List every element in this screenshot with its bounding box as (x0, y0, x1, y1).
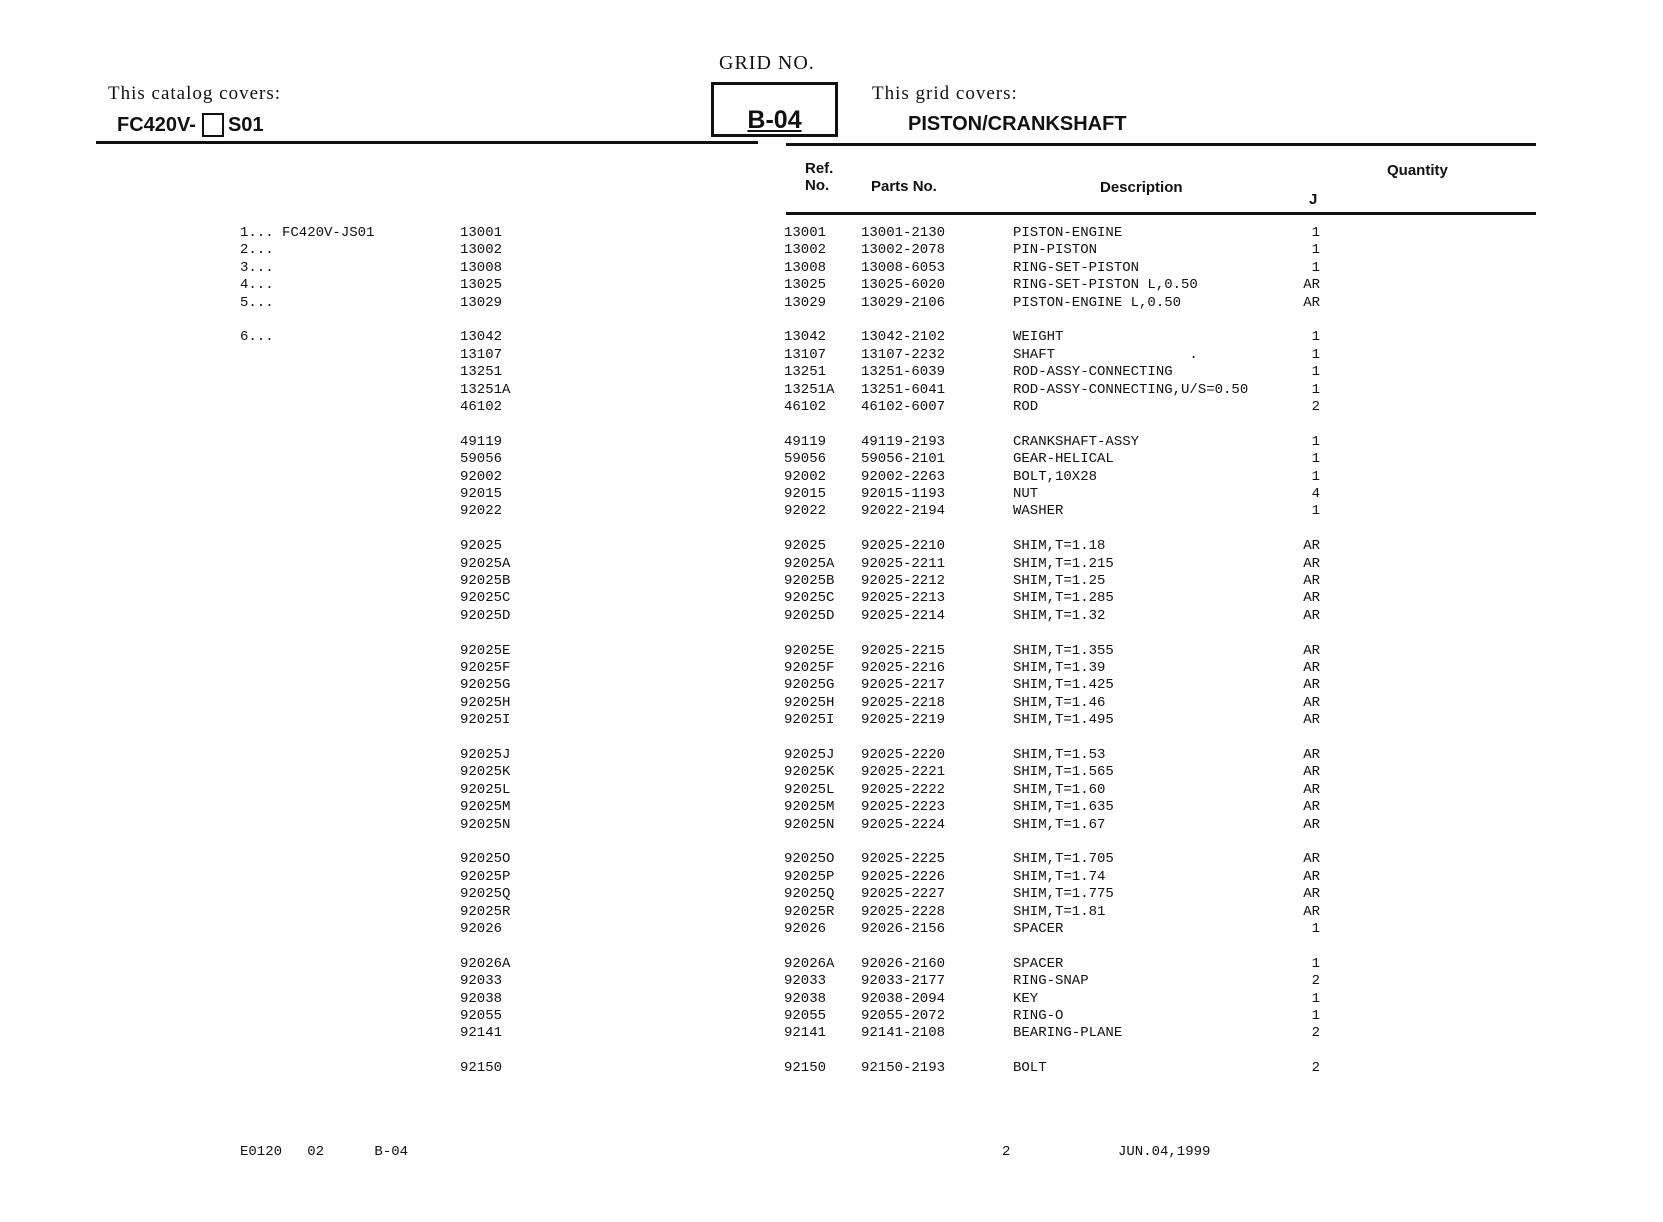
description-cell: SHIM,T=1.495 (1013, 712, 1114, 729)
parts-no-cell: 13251-6041 (861, 381, 946, 398)
quantity-cell: 1 (1311, 259, 1320, 276)
ref-no-cell: 92025B (784, 573, 835, 589)
ref-no-cell: 13042 (784, 329, 827, 346)
footer-date: JUN.04,1999 (1118, 1144, 1211, 1160)
fc-ref-cell: 92025E (460, 642, 511, 659)
quantity-cell: 2 (1311, 1025, 1320, 1042)
quantity-cell: 1 (1311, 381, 1320, 398)
ref-no-cell: 92025Q (784, 886, 835, 903)
parts-no-cell: 92025-2222 (861, 781, 946, 798)
fc-ref-cell: 92026A (460, 955, 511, 972)
parts-no-cell: 92025-2219 (861, 712, 946, 729)
parts-no-cell: 13042-2102 (861, 329, 946, 346)
fc-ref-cell: 92025J (460, 747, 511, 763)
description-cell: SHIM,T=1.355 (1013, 642, 1114, 659)
ref-no-cell: 92025A (784, 555, 835, 572)
footer-catalog-code: E0120 02 B-04 (240, 1144, 409, 1160)
quantity-cell: AR (1303, 816, 1320, 833)
description-cell: SHIM,T=1.285 (1013, 590, 1114, 607)
quantity-cell: AR (1303, 277, 1320, 294)
fc-list-item: 3... (240, 259, 274, 276)
description-cell: SHIM,T=1.67 (1013, 816, 1106, 833)
ref-no-cell: 92033 (784, 973, 827, 990)
ref-no-cell: 46102 (784, 399, 827, 415)
parts-no-cell: 92025-2214 (861, 607, 946, 624)
description-cell: ROD (1013, 399, 1039, 415)
catalog-model-prefix: FC420V- (117, 113, 196, 136)
ref-no-cell: 92025N (784, 816, 835, 833)
parts-no-cell: 92022-2194 (861, 503, 946, 520)
quantity-cell: 1 (1311, 225, 1320, 241)
column-header-ref-no: Ref. No. (805, 160, 834, 194)
description-cell: SHIM,T=1.74 (1013, 868, 1106, 885)
ref-no-cell: 92025D (784, 607, 835, 624)
parts-no-cell: 92141-2108 (861, 1025, 946, 1042)
ref-no-cell: 13029 (784, 294, 827, 311)
parts-no-cell: 92025-2224 (861, 816, 946, 833)
quantity-cell: AR (1303, 781, 1320, 798)
parts-no-cell: 92025-2220 (861, 747, 946, 763)
quantity-cell: 1 (1311, 364, 1320, 381)
fc-ref-cell: 13029 (460, 294, 503, 311)
description-cell: RING-O (1013, 1008, 1064, 1024)
fc-ref-cell: 92033 (460, 973, 503, 990)
quantity-cell: 1 (1311, 329, 1320, 346)
description-cell: SHIM,T=1.25 (1013, 573, 1106, 589)
grid-number: B-04 (747, 106, 802, 134)
fc-ref-cell: 92025H (460, 694, 511, 711)
description-cell: SHIM,T=1.39 (1013, 660, 1106, 676)
description-cell: RING-SET-PISTON (1013, 259, 1140, 276)
quantity-cell: 1 (1311, 433, 1320, 450)
description-cell: SHIM,T=1.215 (1013, 555, 1114, 572)
ref-no-cell: 92038 (784, 990, 827, 1007)
ref-no-cell: 13002 (784, 242, 827, 259)
quantity-cell: AR (1303, 747, 1320, 763)
ref-no-cell: 92025M (784, 799, 835, 816)
description-cell: BOLT (1013, 1060, 1047, 1077)
quantity-cell: AR (1303, 642, 1320, 659)
fc-ref-cell: 92025N (460, 816, 511, 833)
quantity-cell: AR (1303, 799, 1320, 816)
fc-ref-cell: 13001 (460, 225, 503, 241)
fc-ref-cell: 92055 (460, 1008, 503, 1024)
ref-no-cell: 92025K (784, 764, 835, 781)
fc-ref-cell: 92026 (460, 921, 503, 937)
ref-no-cell: 92025I (784, 712, 835, 729)
ref-no-cell: 92025H (784, 694, 835, 711)
footer-page-number: 2 (1002, 1144, 1011, 1160)
ref-no-cell: 92025L (784, 781, 835, 798)
quantity-cell: AR (1303, 886, 1320, 903)
ref-no-cell: 92025J (784, 747, 835, 763)
fc-ref-cell: 46102 (460, 399, 503, 415)
quantity-cell: AR (1303, 868, 1320, 885)
ref-no-cell: 49119 (784, 433, 827, 450)
ref-no-cell: 92025R (784, 903, 835, 920)
catalog-model-suffix: S01 (227, 113, 264, 136)
fc-list-item: 5... (240, 294, 274, 311)
description-cell: SHIM,T=1.53 (1013, 747, 1106, 763)
fc-ref-cell: 92025C (460, 590, 511, 607)
quantity-cell: 2 (1311, 1060, 1320, 1077)
parts-no-cell: 46102-6007 (861, 399, 946, 415)
ref-no-cell: 59056 (784, 451, 827, 468)
fc-ref-cell: 92025K (460, 764, 511, 781)
parts-no-cell: 92025-2226 (861, 868, 946, 885)
quantity-cell: AR (1303, 677, 1320, 694)
fc-ref-cell: 92025F (460, 660, 511, 676)
fc-ref-cell: 13008 (460, 259, 503, 276)
fc-ref-cell: 92015 (460, 486, 503, 502)
fc-list-item: 6... (240, 329, 274, 346)
quantity-cell: AR (1303, 294, 1320, 311)
ref-no-cell: 92025E (784, 642, 835, 659)
parts-no-cell: 92015-1193 (861, 486, 946, 502)
fc-list-item: 4... (240, 277, 274, 294)
column-header-parts-no: Parts No. (871, 178, 937, 195)
description-cell: SHIM,T=1.18 (1013, 538, 1106, 555)
parts-no-cell: 13107-2232 (861, 346, 946, 363)
model-variant-box (202, 113, 224, 137)
fc-ref-cell: 13251A (460, 381, 511, 398)
fc-ref-cell: 92025D (460, 607, 511, 624)
description-cell: SHIM,T=1.635 (1013, 799, 1114, 816)
ref-no-cell: 92055 (784, 1008, 827, 1024)
parts-no-cell: 92150-2193 (861, 1060, 946, 1077)
fc-ref-cell: 92022 (460, 503, 503, 520)
column-header-quantity: Quantity (1387, 162, 1448, 179)
parts-no-cell: 92025-2216 (861, 660, 946, 676)
ref-no-cell: 92150 (784, 1060, 827, 1077)
parts-no-cell: 49119-2193 (861, 433, 946, 450)
quantity-cell: AR (1303, 660, 1320, 676)
fc-ref-cell: 92025M (460, 799, 511, 816)
ref-no-cell: 13008 (784, 259, 827, 276)
parts-no-cell: 59056-2101 (861, 451, 946, 468)
quantity-cell: 2 (1311, 973, 1320, 990)
description-cell: ROD-ASSY-CONNECTING (1013, 364, 1173, 381)
fc-ref-cell: 92025O (460, 851, 511, 868)
parts-no-cell: 92025-2221 (861, 764, 946, 781)
parts-no-cell: 92055-2072 (861, 1008, 946, 1024)
fc-ref-cell: 92038 (460, 990, 503, 1007)
fc-ref-cell: 92025 (460, 538, 503, 555)
fc-ref-cell: 13107 (460, 346, 503, 363)
column-header-description: Description (1100, 179, 1183, 196)
grid-number-box (711, 82, 838, 137)
quantity-cell: AR (1303, 694, 1320, 711)
parts-no-cell: 13025-6020 (861, 277, 946, 294)
ref-no-cell: 92022 (784, 503, 827, 520)
description-cell: BEARING-PLANE (1013, 1025, 1123, 1042)
quantity-cell: 1 (1311, 1008, 1320, 1024)
description-cell: KEY (1013, 990, 1039, 1007)
parts-no-cell: 92025-2227 (861, 886, 946, 903)
description-cell: SPACER (1013, 921, 1064, 937)
fc-list-item: 2... (240, 242, 274, 259)
description-cell: SHIM,T=1.425 (1013, 677, 1114, 694)
quantity-cell: 1 (1311, 503, 1320, 520)
ref-no-cell: 92025F (784, 660, 835, 676)
ref-no-cell: 92141 (784, 1025, 827, 1042)
description-cell: PISTON-ENGINE (1013, 225, 1123, 241)
ref-no-cell: 92025P (784, 868, 835, 885)
fc-ref-cell: 92025P (460, 868, 511, 885)
column-header-rule (786, 212, 1536, 215)
quantity-cell: AR (1303, 607, 1320, 624)
quantity-cell: 2 (1311, 399, 1320, 415)
description-cell: WASHER (1013, 503, 1064, 520)
ref-no-cell: 13107 (784, 346, 827, 363)
ref-no-cell: 92025C (784, 590, 835, 607)
parts-no-cell: 92025-2225 (861, 851, 946, 868)
parts-no-cell: 92026-2160 (861, 955, 946, 972)
parts-no-cell: 92025-2211 (861, 555, 946, 572)
description-cell: SHAFT . (1013, 346, 1198, 363)
fc-ref-cell: 92025L (460, 781, 511, 798)
description-cell: SHIM,T=1.775 (1013, 886, 1114, 903)
fc-ref-cell: 92025Q (460, 886, 511, 903)
parts-no-cell: 92038-2094 (861, 990, 946, 1007)
description-cell: GEAR-HELICAL (1013, 451, 1114, 468)
quantity-cell: AR (1303, 712, 1320, 729)
quantity-cell: AR (1303, 573, 1320, 589)
parts-no-cell: 92025-2223 (861, 799, 946, 816)
parts-no-cell: 92026-2156 (861, 921, 946, 937)
header-rule-left (96, 141, 758, 144)
description-cell: PISTON-ENGINE L,0.50 (1013, 294, 1182, 311)
fc-ref-cell: 92025B (460, 573, 511, 589)
quantity-cell: 4 (1311, 486, 1320, 502)
fc-ref-cell: 13251 (460, 364, 503, 381)
ref-no-cell: 92002 (784, 468, 827, 485)
description-cell: SHIM,T=1.705 (1013, 851, 1114, 868)
grid-covers-title: PISTON/CRANKSHAFT (908, 113, 1127, 135)
description-cell: RING-SET-PISTON L,0.50 (1013, 277, 1198, 294)
ref-no-cell: 92025G (784, 677, 835, 694)
parts-no-cell: 92025-2217 (861, 677, 946, 694)
ref-no-cell: 92015 (784, 486, 827, 502)
description-cell: PIN-PISTON (1013, 242, 1098, 259)
quantity-cell: AR (1303, 538, 1320, 555)
quantity-cell: AR (1303, 555, 1320, 572)
quantity-cell: 1 (1311, 451, 1320, 468)
parts-no-cell: 92025-2218 (861, 694, 946, 711)
ref-no-cell: 92026 (784, 921, 827, 937)
description-cell: NUT (1013, 486, 1039, 502)
fc-ref-cell: 92025G (460, 677, 511, 694)
quantity-cell: AR (1303, 590, 1320, 607)
catalog-caption: This catalog covers: (108, 83, 282, 104)
fc-ref-cell: 13025 (460, 277, 503, 294)
fc-ref-cell: 92141 (460, 1025, 503, 1042)
parts-no-cell: 13029-2106 (861, 294, 946, 311)
fc-ref-cell: 92025A (460, 555, 511, 572)
description-cell: SPACER (1013, 955, 1064, 972)
catalog-model (117, 113, 264, 137)
description-cell: CRANKSHAFT-ASSY (1013, 433, 1140, 450)
quantity-cell: AR (1303, 903, 1320, 920)
parts-no-cell: 92025-2212 (861, 573, 946, 589)
quantity-cell: AR (1303, 764, 1320, 781)
parts-no-cell: 92025-2215 (861, 642, 946, 659)
ref-no-cell: 13251A (784, 381, 835, 398)
fc-ref-cell: 92002 (460, 468, 503, 485)
fc-ref-cell: 49119 (460, 433, 503, 450)
description-cell: SHIM,T=1.60 (1013, 781, 1106, 798)
ref-no-cell: 13025 (784, 277, 827, 294)
quantity-cell: 1 (1311, 346, 1320, 363)
description-cell: SHIM,T=1.81 (1013, 903, 1106, 920)
fc-ref-cell: 59056 (460, 451, 503, 468)
parts-no-cell: 13001-2130 (861, 225, 946, 241)
ref-no-cell: 92025 (784, 538, 827, 555)
description-cell: RING-SNAP (1013, 973, 1089, 990)
quantity-cell: 1 (1311, 990, 1320, 1007)
fc-ref-cell: 13002 (460, 242, 503, 259)
fc-ref-cell: 13042 (460, 329, 503, 346)
column-header-quantity-j: J (1309, 191, 1318, 208)
grid-caption: GRID NO. (719, 52, 815, 74)
parts-no-cell: 92002-2263 (861, 468, 946, 485)
fc-list-item: 1... FC420V-JS01 (240, 225, 375, 241)
fc-ref-cell: 92150 (460, 1060, 503, 1077)
quantity-cell: AR (1303, 851, 1320, 868)
quantity-cell: 1 (1311, 242, 1320, 259)
description-cell: SHIM,T=1.46 (1013, 694, 1106, 711)
fc-ref-cell: 92025I (460, 712, 511, 729)
parts-no-cell: 92033-2177 (861, 973, 946, 990)
description-cell: SHIM,T=1.32 (1013, 607, 1106, 624)
description-cell: ROD-ASSY-CONNECTING,U/S=0.50 (1013, 381, 1249, 398)
grid-covers-caption: This grid covers: (872, 83, 1018, 104)
ref-no-cell: 13001 (784, 225, 827, 241)
ref-no-cell: 92025O (784, 851, 835, 868)
quantity-cell: 1 (1311, 921, 1320, 937)
parts-no-cell: 13002-2078 (861, 242, 946, 259)
ref-no-cell: 92026A (784, 955, 835, 972)
header-rule-right (786, 143, 1536, 146)
parts-no-cell: 13251-6039 (861, 364, 946, 381)
parts-no-cell: 92025-2213 (861, 590, 946, 607)
description-cell: BOLT,10X28 (1013, 468, 1098, 485)
parts-no-cell: 92025-2228 (861, 903, 946, 920)
description-cell: SHIM,T=1.565 (1013, 764, 1114, 781)
fc-ref-cell: 92025R (460, 903, 511, 920)
quantity-cell: 1 (1311, 955, 1320, 972)
ref-no-cell: 13251 (784, 364, 827, 381)
parts-no-cell: 13008-6053 (861, 259, 946, 276)
parts-no-cell: 92025-2210 (861, 538, 946, 555)
description-cell: WEIGHT (1013, 329, 1064, 346)
quantity-cell: 1 (1311, 468, 1320, 485)
